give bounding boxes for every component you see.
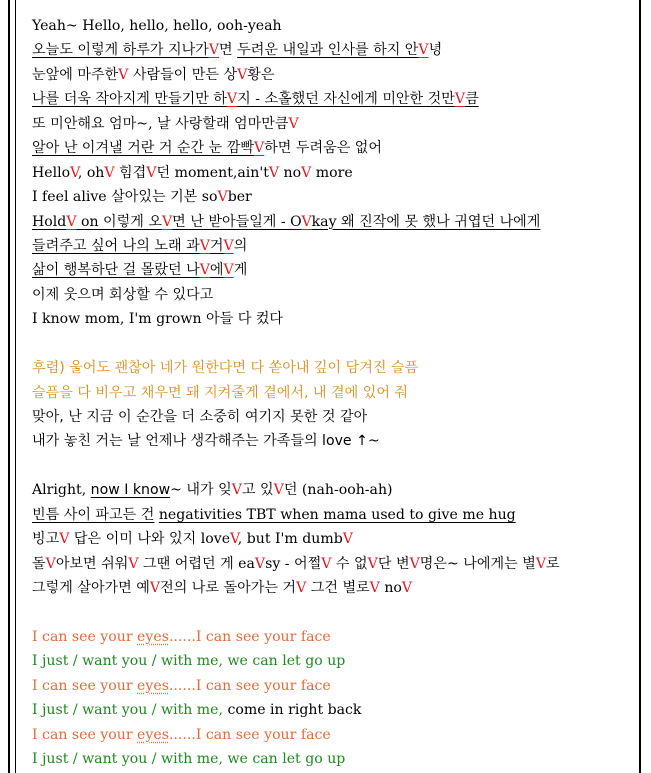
lyric-line xyxy=(32,63,642,87)
v-marker: V xyxy=(342,531,353,548)
lyric-line xyxy=(32,87,642,111)
lyric-text: I just / want you / with me, xyxy=(32,702,228,719)
lyric-text: 삶이 행복하단 걸 몰랐던 나 xyxy=(32,262,200,279)
lyric-line xyxy=(32,698,642,722)
lyric-text: more xyxy=(311,164,353,181)
lyric-text: 빈틈 사이 파고든 건 xyxy=(32,506,155,523)
blank-line xyxy=(32,601,642,625)
v-marker: V xyxy=(535,555,547,572)
v-marker: V xyxy=(128,555,139,572)
lyric-text: Alright, xyxy=(32,482,91,499)
lyric-text: eyes xyxy=(137,628,169,645)
lyric-text: I can see your xyxy=(32,726,138,743)
lyric-text: ......I can see your face xyxy=(168,628,331,645)
lyric-text: Hold xyxy=(32,213,67,230)
lyric-text: 녕 xyxy=(428,42,443,59)
lyric-line xyxy=(32,405,642,429)
lyric-text: 아보면 쉬워 xyxy=(55,555,129,572)
v-marker: V xyxy=(223,262,234,279)
lyric-text: 힘겹 xyxy=(114,164,147,181)
lyric-text: 하면 두려움은 없어 xyxy=(264,140,383,157)
v-marker: V xyxy=(59,531,70,548)
lyric-line xyxy=(32,552,642,576)
v-marker: V xyxy=(223,237,234,254)
lyric-text: 눈앞에 마주한 xyxy=(32,66,119,83)
lyric-text: Yeah~ Hello, hello, hello, ooh-yeah xyxy=(32,18,282,34)
lyric-line xyxy=(32,185,642,209)
v-marker: V xyxy=(149,580,161,597)
lyric-text: 사람들이 만든 상 xyxy=(128,66,238,83)
lyric-text: Hello xyxy=(32,164,71,181)
lyric-text: 후렴) 울어도 괜찮아 네가 원한다면 다 쏟아내 깊이 담겨진 슬픔 xyxy=(32,360,419,377)
lyric-text: 의 xyxy=(233,237,248,254)
lyric-text: 오늘도 이렇게 하루가 지나가 xyxy=(32,42,209,59)
lyric-line xyxy=(32,576,642,600)
lyric-text: eyes xyxy=(137,726,169,743)
lyric-text: come in right back xyxy=(227,702,362,719)
lyric-line xyxy=(32,625,642,649)
lyric-text: I just / want you / with me, we can let go up xyxy=(32,653,346,670)
lyric-text: eyes xyxy=(137,677,169,694)
v-marker: V xyxy=(273,482,284,499)
blank-line xyxy=(32,332,642,356)
v-marker: V xyxy=(409,555,420,572)
lyric-text: 로 xyxy=(546,555,560,572)
v-marker: V xyxy=(70,164,78,181)
lyric-text: , but I'm dumb xyxy=(237,531,343,548)
lyric-text: 면 난 받아들일게 - O xyxy=(172,213,302,230)
lyric-text: no xyxy=(279,164,302,181)
lyric-text: I can see your xyxy=(32,677,138,694)
lyrics-body xyxy=(32,14,642,772)
lyric-line xyxy=(32,210,642,234)
lyric-text: 그건 별로 xyxy=(306,580,370,597)
lyric-text: 면 xyxy=(219,42,238,59)
lyric-line xyxy=(32,112,642,136)
lyric-line xyxy=(32,674,642,698)
v-marker: V xyxy=(66,213,77,230)
lyric-text: ber xyxy=(227,189,252,206)
v-marker: V xyxy=(454,91,466,108)
lyric-text: ......I can see your face xyxy=(168,677,331,694)
v-marker: V xyxy=(237,66,248,83)
lyric-text: 맞아, 난 지금 이 순간을 더 소중히 여기지 못한 것 같아 xyxy=(32,409,368,425)
v-marker: V xyxy=(288,115,299,132)
lyric-text: ......I can see your face xyxy=(168,726,331,743)
lyric-text: 던 (nah-ooh-ah) xyxy=(283,482,393,499)
lyric-text: kay 왜 진작에 못 했나 귀엽던 나에게 xyxy=(311,213,541,230)
v-marker: V xyxy=(301,213,312,230)
lyric-text: 알아 난 이겨낼 거란 거 순간 눈 깜빡 xyxy=(32,140,254,157)
lyric-text: 내가 놓친 거는 날 언제나 생각해주는 가족들의 love ↑~ xyxy=(32,433,380,450)
lyric-text: on 이렇게 오 xyxy=(76,213,162,230)
lyric-text: 또 미안해요 엄마~, 날 사랑할래 엄마만큼 xyxy=(32,115,289,132)
lyric-text: negativities TBT when mama used to give me hug xyxy=(158,506,516,523)
v-marker: V xyxy=(146,164,157,181)
lyric-text: 수 없 xyxy=(331,555,368,572)
lyric-line xyxy=(32,478,642,502)
lyric-text: 답은 이미 나와 있지 love xyxy=(69,531,231,548)
v-marker: V xyxy=(268,164,280,181)
v-marker: V xyxy=(418,42,429,59)
v-marker: V xyxy=(321,555,332,572)
lyric-line xyxy=(32,258,642,282)
v-marker: V xyxy=(369,580,380,597)
lyric-text: 들려주고 싶어 나의 노래 과 xyxy=(32,237,200,254)
v-marker: V xyxy=(226,91,238,108)
lyric-text: 돌 xyxy=(32,555,46,572)
v-marker: V xyxy=(161,213,173,230)
lyric-line xyxy=(32,234,642,258)
lyric-text: 두려운 내일과 인사를 하지 안 xyxy=(237,42,419,59)
lyric-text: 지 - 소홀했던 자신에게 미안한 것만 xyxy=(237,91,455,108)
lyric-line xyxy=(32,307,642,331)
lyric-line xyxy=(32,283,642,307)
lyric-text: I just / want you / with me, we can let go up xyxy=(32,751,346,768)
lyric-text: 그렇게 살아가면 예 xyxy=(32,580,150,597)
lyric-text: 빙고 xyxy=(32,531,60,548)
v-marker: V xyxy=(217,189,228,206)
lyric-line xyxy=(32,38,642,62)
v-marker: V xyxy=(231,482,242,499)
lyric-text: I can see your xyxy=(32,628,138,645)
lyric-line xyxy=(32,381,642,405)
v-marker: V xyxy=(45,555,56,572)
lyric-text: 그땐 어렵던 게 ea xyxy=(138,555,255,572)
lyric-text: 나를 더욱 작아지게 만들기만 하 xyxy=(32,91,227,108)
lyric-text: 전의 나로 돌아가는 거 xyxy=(160,580,297,597)
v-marker: V xyxy=(367,555,378,572)
v-marker: V xyxy=(230,531,238,548)
v-marker: V xyxy=(104,164,115,181)
lyric-line xyxy=(32,527,642,551)
lyric-text: 이제 웃으며 회상할 수 있다고 xyxy=(32,286,214,303)
v-marker: V xyxy=(253,140,265,157)
lyric-line xyxy=(32,356,642,380)
lyric-text: no xyxy=(379,580,402,597)
v-marker: V xyxy=(401,580,413,597)
lyric-line xyxy=(32,429,642,453)
blank-line xyxy=(32,454,642,478)
lyric-text: 고 있 xyxy=(241,482,274,499)
v-marker: V xyxy=(118,66,129,83)
lyric-text: , oh xyxy=(77,164,105,181)
v-marker: V xyxy=(199,262,210,279)
v-marker: V xyxy=(301,164,312,181)
v-marker: V xyxy=(296,580,307,597)
lyric-line xyxy=(32,723,642,747)
lyric-line xyxy=(32,747,642,771)
lyric-text: 에 xyxy=(209,262,224,279)
lyric-text: 명은~ 나에게는 별 xyxy=(419,555,536,572)
lyric-text: 거 xyxy=(209,237,224,254)
lyric-text: I know mom, I'm grown 아들 다 컸다 xyxy=(32,311,284,328)
lyric-line xyxy=(32,649,642,673)
lyric-text: 게 xyxy=(233,262,248,279)
page-frame xyxy=(8,0,641,773)
lyric-text: 큼 xyxy=(465,91,479,108)
lyric-line xyxy=(32,503,642,527)
lyric-text: I feel alive 살아있는 기본 so xyxy=(32,189,218,206)
lyric-text: ~ 내가 잊 xyxy=(170,482,232,499)
lyric-line xyxy=(32,161,642,185)
lyric-text: sy - 어쩔 xyxy=(265,555,322,572)
v-marker: V xyxy=(208,42,220,59)
lyric-text: 슬픔을 다 비우고 채우면 돼 지켜줄게 곁에서, 내 곁에 있어 줘 xyxy=(32,384,409,401)
lyric-text: 던 moment,ain't xyxy=(156,164,269,181)
lyric-text: 단 변 xyxy=(377,555,410,572)
lyric-text: now I know xyxy=(90,482,171,499)
lyric-text: 황은 xyxy=(247,66,275,83)
v-marker: V xyxy=(254,555,266,572)
inner-frame xyxy=(15,0,641,773)
lyric-line xyxy=(32,136,642,160)
v-marker: V xyxy=(199,237,210,254)
lyric-line xyxy=(32,14,642,38)
